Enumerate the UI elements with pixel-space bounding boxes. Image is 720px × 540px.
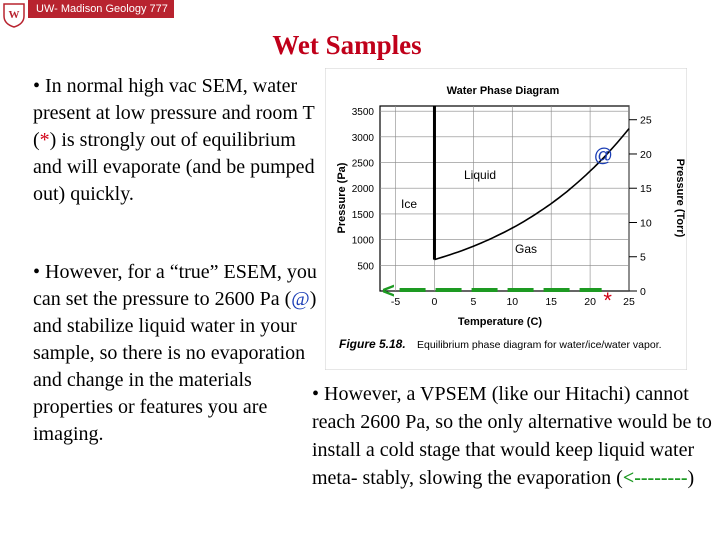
y-right-tick-label: 5	[640, 251, 646, 264]
region-gas-label: Gas	[515, 242, 538, 256]
slide-title: Wet Samples	[272, 30, 422, 60]
y-left-tick-label: 1000	[351, 235, 374, 247]
x-label: Temperature (C)	[457, 316, 543, 328]
bullet-text: ) is strongly out of equilibrium and will evaporate (and be pumped out) quickly.	[33, 129, 315, 205]
y-left-tick-label: 1500	[351, 209, 374, 221]
arrow-head: <	[382, 278, 395, 303]
star-annotation: *	[603, 288, 612, 313]
chart-title: Water Phase Diagram	[446, 85, 560, 97]
phase-diagram-chart	[325, 68, 687, 370]
y-right-tick-label: 25	[640, 114, 652, 127]
x-tick-label: 15	[545, 296, 558, 308]
y-left-tick-label: 500	[357, 261, 374, 273]
svg-text:W: W	[8, 9, 20, 21]
bullet-text: ) and stabilize liquid water in your sample, so there is no evaporation and change in the materials properties or features you are imaging.	[33, 288, 317, 445]
bullet-high-vac	[33, 73, 323, 208]
y-left-label: Pressure (Pa)	[336, 162, 348, 234]
bullet-vpsem	[312, 380, 720, 492]
y-right-tick-label: 15	[640, 183, 652, 196]
bullet-esem	[33, 259, 328, 448]
bullet-text: • In normal high vac SEM, water present at low pressure and room T (	[33, 75, 315, 151]
y-right-tick-label: 20	[640, 148, 652, 161]
x-tick-label: 0	[431, 296, 438, 308]
phase-diagram-figure	[325, 68, 687, 370]
region-ice-label: Ice	[401, 197, 418, 211]
figure-caption-bold: Figure 5.18.	[339, 337, 406, 351]
y-left-tick-label: 2000	[351, 184, 374, 196]
star-marker: *	[39, 129, 50, 151]
x-tick-label: 5	[470, 296, 477, 308]
bullet-text: )	[687, 467, 695, 489]
region-liquid-label: Liquid	[464, 168, 497, 182]
at-annotation: @	[593, 145, 613, 167]
x-tick-label: -5	[390, 296, 401, 308]
y-left-tick-label: 2500	[351, 158, 374, 170]
uw-crest-icon	[2, 2, 26, 28]
bullet-text: • However, for a “true” ESEM, you can set the pressure to 2600 Pa (	[33, 261, 317, 310]
y-right-label: Pressure (Torr)	[674, 158, 686, 238]
figure-caption-text: Equilibrium phase diagram for water/ice/water vapor.	[417, 339, 662, 351]
x-tick-label: 10	[506, 296, 519, 308]
x-tick-label: 20	[584, 296, 596, 308]
y-right-tick-label: 0	[640, 286, 646, 298]
at-marker: @	[291, 288, 310, 310]
x-tick-label: 25	[623, 296, 635, 308]
arrow-marker: <--------	[622, 467, 688, 489]
y-left-tick-label: 3000	[351, 132, 374, 144]
y-right-tick-label: 10	[640, 217, 652, 230]
y-left-tick-label: 3500	[351, 107, 374, 119]
bullet-text: • However, a VPSEM (like our Hitachi) cannot reach 2600 Pa, so the only alternative would be to install a cold stage that would keep liquid water meta- stably, slowing the evaporation (	[312, 383, 712, 489]
course-badge: UW- Madison Geology 777	[28, 0, 174, 18]
